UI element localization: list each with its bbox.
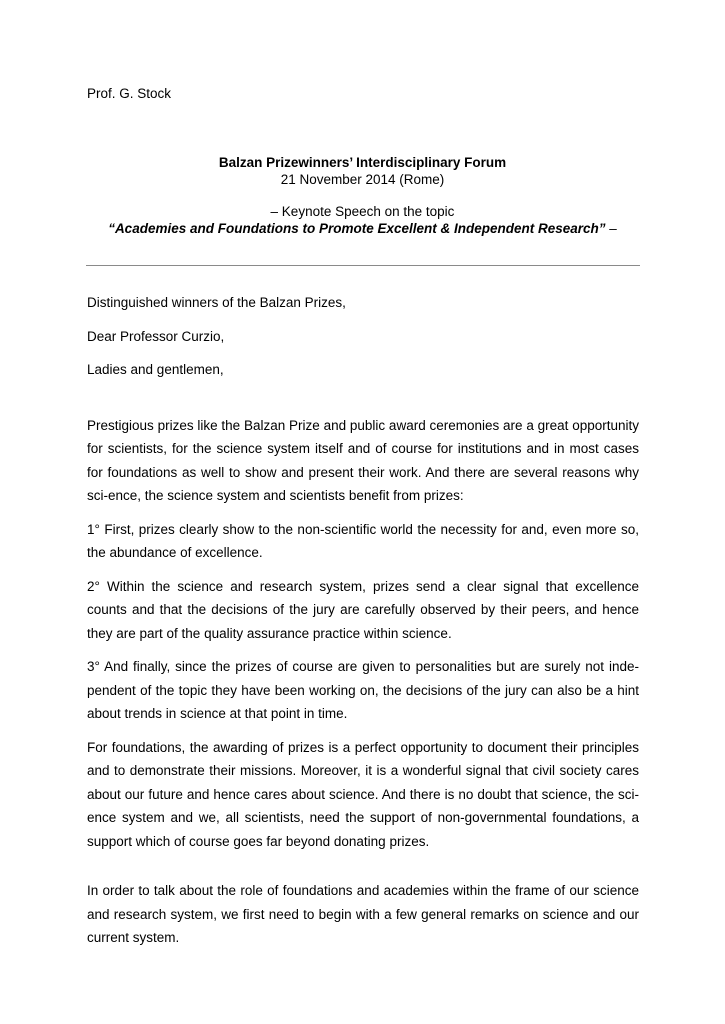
author-name: Prof. G. Stock	[87, 86, 172, 101]
speech-topic-title: “Academies and Foundations to Promote Excellent & Independent Research”	[108, 220, 606, 236]
speech-body	[87, 291, 639, 960]
salutation-line: Ladies and gentlemen,	[87, 362, 224, 377]
forum-date: 21 November 2014 (Rome)	[280, 171, 445, 187]
forum-title: Balzan Prizewinners’ Interdisciplinary Forum	[218, 155, 507, 170]
salutation-line: Dear Professor Curzio,	[87, 328, 225, 344]
body-paragraph: For foundations, the awarding of prizes is a perfect opportunity to document their principles and to demonstrate their missions. Moreover, it is a wonderful signal that civil society cares about our future and hence cares about science. And there is no doubt that science, the sci-ence system and we, all scientists, need the support of non-governmental foundations, a support which of course goes far beyond donating prizes.	[87, 739, 639, 849]
body-paragraph: 2° Within the science and research system, prizes send a clear signal that excellence counts and that the decisions of the jury are carefully observed by their peers, and hence they are part of the quality assurance practice within science.	[87, 578, 639, 641]
horizontal-divider	[86, 265, 640, 266]
keynote-line: – Keynote Speech on the topic	[270, 204, 455, 219]
speech-topic	[60, 221, 665, 238]
speech-topic-dash: –	[605, 220, 617, 236]
body-paragraph: 3° And finally, since the prizes of course are given to personalities but are surely not inde-pendent of the topic they have been working on, the decisions of the jury can also be a hint about trends in science at that point in time.	[87, 659, 639, 721]
body-paragraph: In order to talk about the role of foundations and academies within the frame of our science and research system, we first need to begin with a few general remarks on science and our current system.	[87, 883, 639, 945]
body-paragraph: Prestigious prizes like the Balzan Prize and public award ceremonies are a great opportunity for scientists, for the science system itself and of course for institutions and in most cases for foundations as well to show and present their work. And there are several reasons why sci-ence, the science system and scientists benefit from prizes:	[87, 417, 639, 503]
body-paragraph: 1° First, prizes clearly show to the non-scientific world the necessity for and, even more so, the abundance of excellence.	[87, 521, 639, 560]
speech-heading	[60, 155, 665, 237]
salutation-line: Distinguished winners of the Balzan Prizes,	[87, 295, 346, 310]
